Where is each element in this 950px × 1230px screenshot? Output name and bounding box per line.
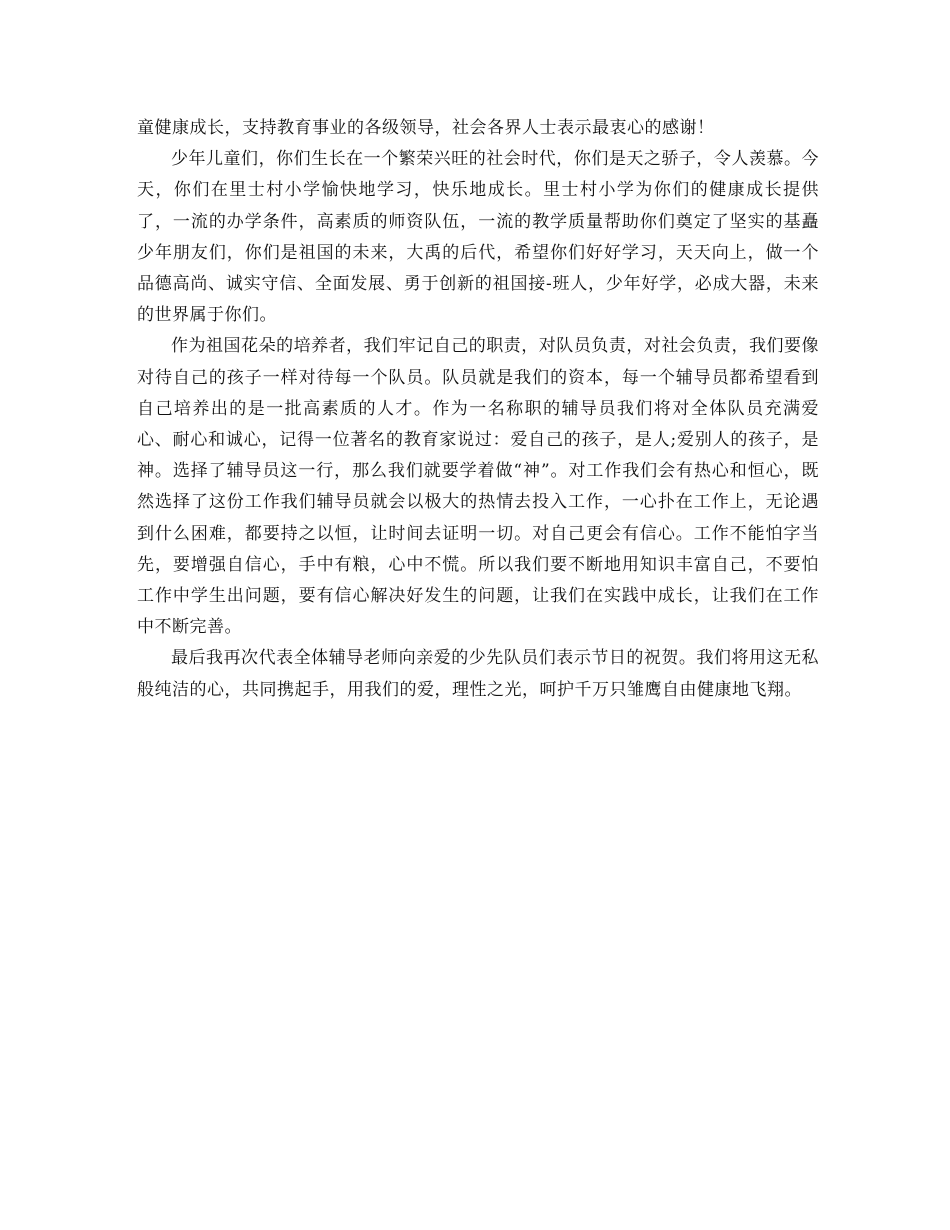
paragraph-2: 少年儿童们，你们生长在一个繁荣兴旺的社会时代，你们是天之骄子，令人羡慕。今天，你们在里士村小学愉快地学习，快乐地成长。里士村小学为你们的健康成长提供了，一流的办学条件，高素质的师资队伍，一流的教学质量帮助你们奠定了坚实的基矗少年朋友们，你们是祖国的未来，大禹的后代，希望你们好好学习，天天向上，做一个品德高尚、诚实守信、全面发展、勇于创新的祖国接-班人，少年好学，必成大器，未来的世界属于你们。 [137,149,819,326]
paragraph-3: 作为祖国花朵的培养者，我们牢记自己的职责，对队员负责，对社会负责，我们要像对待自己的孩子一样对待每一个队员。队员就是我们的资本，每一个辅导员都希望看到自己培养出的是一批高素质的人才。作为一名称职的辅导员我们将对全体队员充满爱心、耐心和诚心，记得一位著名的教育家说过：爱自己的孩子，是人;爱别人的孩子，是神。选择了辅导员这一行，那么我们就要学着做“神”。对工作我们会有热心和恒心，既然选择了这份工作我们辅导员就会以极大的热情去投入工作，一心扑在工作上，无论遇到什么困难，都要持之以恒，让时间去证明一切。对自己更会有信心。工作不能怕字当先，要增强自信心，手中有粮，心中不慌。所以我们要不断地用知识丰富自己，不要怕工作中学生出问题，要有信心解决好发生的问题，让我们在实践中成长，让我们在工作中不断完善。 [137,336,819,638]
paragraph-1: 童健康成长，支持教育事业的各级领导，社会各界人士表示最衷心的感谢！ [137,118,715,138]
body-text [137,113,819,706]
paragraph-4: 最后我再次代表全体辅导老师向亲爱的少先队员们表示节日的祝贺。我们将用这无私般纯洁的心，共同携起手，用我们的爱，理性之光，呵护千万只雏鹰自由健康地飞翔。 [137,648,819,700]
